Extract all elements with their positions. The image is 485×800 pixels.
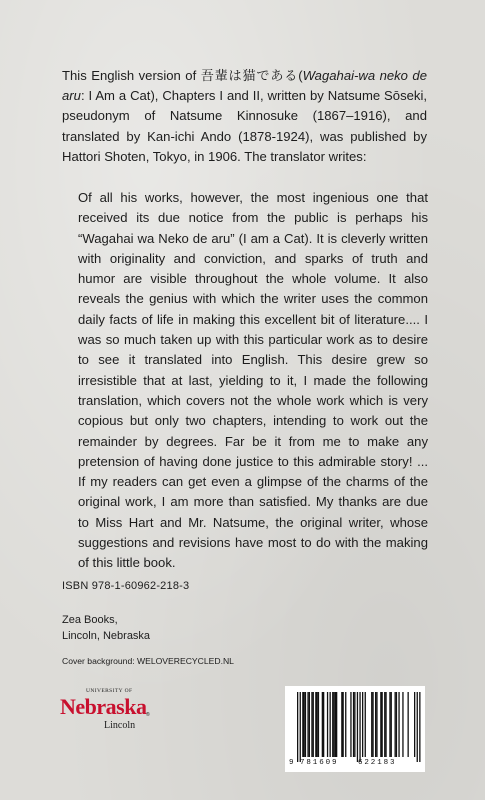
barcode-bar [408,692,409,757]
barcode-bar [311,692,312,757]
isbn: ISBN 978-1-60962-218-3 [62,580,190,592]
barcode-digits-left: 781609 [300,759,339,767]
barcode-bar [332,692,333,757]
barcode-bar [372,692,373,757]
barcode-bar [330,692,331,757]
barcode-bar [302,692,303,757]
barcode-bar [297,692,298,762]
logo-nebraska: Nebraska [60,694,147,719]
intro-paragraph [62,66,427,167]
japanese-title: 吾輩は猫である [200,68,299,83]
barcode-bar [333,692,334,757]
publisher-location: Lincoln, Nebraska [62,630,151,642]
intro-paren: ( [298,68,303,83]
barcode-bar [385,692,386,757]
barcode-bar [305,692,306,757]
barcode-bar [345,692,346,757]
barcode-bar [315,692,316,757]
barcode-digits-right: 622183 [358,759,397,767]
barcode-bar [357,692,358,762]
barcode-bar [354,692,355,757]
barcode-bar [391,692,392,757]
barcode-bar [327,692,328,757]
barcode-bar [313,692,314,757]
barcode-bar [362,692,363,757]
barcode-bar [414,692,415,757]
intro-text-end: : I Am a Cat), Chapters I and II, written by Natsume Sōseki, pseudonym of Natsume Kinnosuke (1867–1916), and translated by Kan-ichi Ando (1878-1924), was published by Hattori Shoten, Tokyo, in 1906. The translator writes: [62,88,427,164]
barcode-bar [341,692,342,757]
logo-university-of: UNIVERSITY OF [86,688,133,694]
logo-trademark: ® [146,712,150,718]
translator-quote: Of all his works, however, the most ingenious one that received its due notice from the public is perhaps his “Wagahai wa Neko de aru” (I am a Cat). It is cleverly written with originality and conviction, and sparks of truth and humor are visible throughout the whole volume. It also reveals the genius with which the writer uses the common daily facts of life in making this excellent bit of literature.... I was so much taken up with this particular work as to desire to see it translated into English. This desire grew so irresistible that at last, yielding to it, I made the following translation, which covers not the whole work which is very copious but only two chapters, intending to work out the remainder by degrees. Far be it from me to make any pretension of having done justice to this admirable story! ... If my readers can get even a glimpse of the charms of the original work, I am more than satisfied. My thanks are due to Miss Hart and Mr. Natsume, the original writer, whose suggestions and revisions have most to do with the making of this little book. [78,190,428,571]
barcode-bar [353,692,354,757]
barcode-bar [417,692,418,762]
barcode-bar [318,692,319,757]
barcode-digit-first: 9 [289,759,294,767]
barcode-bar [389,692,390,757]
barcode-bar [419,692,420,762]
barcode-bar [375,692,376,757]
barcode-bar [309,692,310,757]
barcode-bar [376,692,377,757]
barcode-bar [322,692,323,757]
barcode-bar [371,692,372,757]
barcode-bar [402,692,403,757]
barcode-bar [384,692,385,757]
barcode-bar [365,692,366,757]
barcode-bar [317,692,318,757]
barcode-bar [336,692,337,757]
barcode-bar [380,692,381,757]
barcode-bar [343,692,344,757]
barcode-bar [307,692,308,757]
publisher-block [62,612,150,644]
barcode-bar [300,692,301,762]
university-logo [58,688,158,736]
intro-text-start: This English version of [62,68,201,83]
barcode-bar [398,692,399,757]
barcode-bar [396,692,397,757]
barcode-bar [335,692,336,757]
barcode-bar [382,692,383,757]
barcode-bar [323,692,324,757]
cover-credit: Cover background: WELOVERECYCLED.NL [62,656,234,666]
logo-lincoln: Lincoln [104,720,136,731]
romanized-title: Wagahai-wa neko de aru [62,68,427,104]
barcode-bar [304,692,305,757]
publisher-name: Zea Books, [62,614,118,626]
barcode-bar [395,692,396,757]
barcode-bar [359,692,360,762]
barcode-bar [350,692,351,757]
isbn-barcode [285,686,425,772]
